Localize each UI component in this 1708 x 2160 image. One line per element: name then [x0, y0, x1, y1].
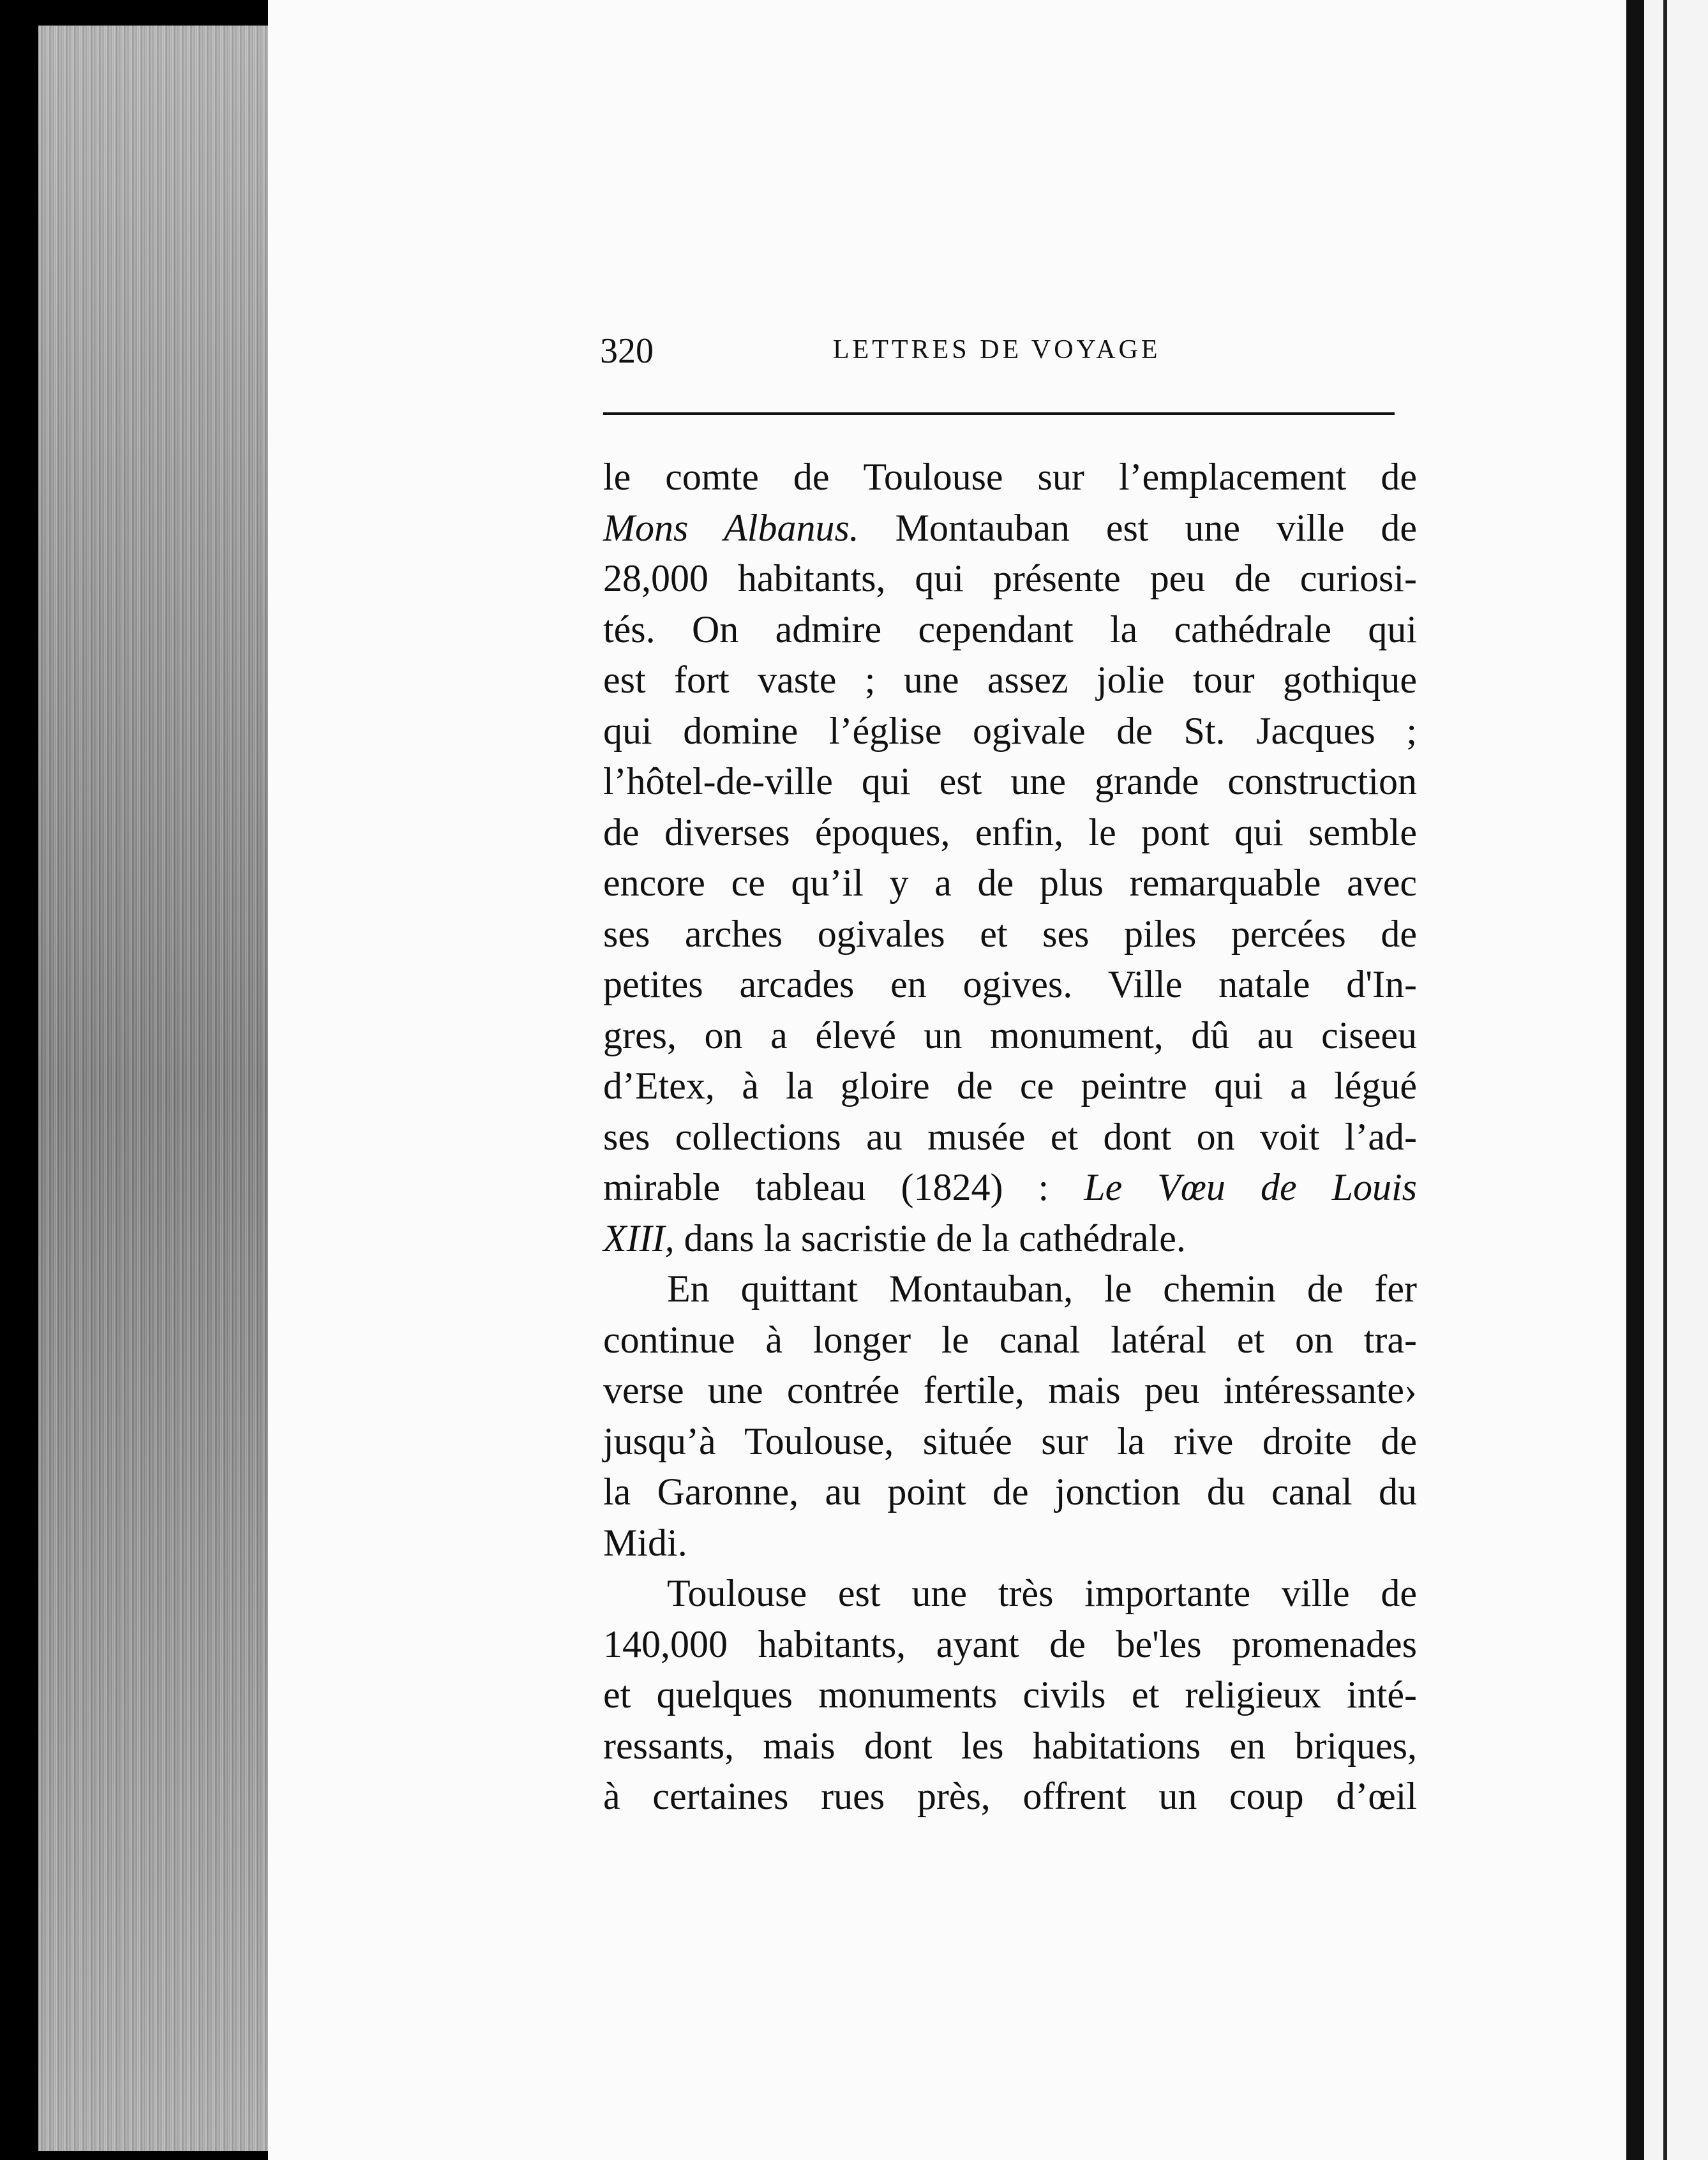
text-line	[603, 1365, 1417, 1416]
text-line	[603, 807, 1417, 859]
text-line	[603, 909, 1417, 960]
facing-page-edge	[1644, 0, 1708, 2160]
text-segment: qui domine l’église ogivale de St. Jacques ;	[603, 709, 1417, 752]
text-line	[603, 1619, 1417, 1670]
text-line	[603, 756, 1417, 807]
text-line	[603, 1416, 1417, 1467]
text-segment: ses collections au musée et dont on voit l’ad-	[603, 1115, 1417, 1158]
text-segment: 28,000 habitants, qui présente peu de curiosi-	[603, 557, 1417, 599]
text-segment: la Garonne, au point de jonction du canal du	[603, 1471, 1417, 1513]
text-segment: l’hôtel-de-ville qui est une grande construction	[603, 760, 1417, 802]
body-text	[603, 452, 1417, 1822]
text-line	[603, 1670, 1417, 1721]
text-segment: de diverses époques, enfin, le pont qui semble	[603, 811, 1417, 853]
text-segment: encore ce qu’il y a de plus remarquable avec	[603, 862, 1417, 904]
text-segment: Toulouse est une très importante ville de	[667, 1572, 1417, 1614]
text-line	[603, 1162, 1417, 1213]
text-line	[603, 1315, 1417, 1366]
text-line	[603, 553, 1417, 604]
text-segment: d’Etex, à la gloire de ce peintre qui a légué	[603, 1065, 1417, 1107]
italic-text: Mons Albanus.	[603, 506, 859, 549]
text-line	[603, 655, 1417, 706]
text-segment: verse une contrée fertile, mais peu intéressante›	[603, 1369, 1417, 1411]
text-line	[603, 452, 1417, 503]
text-segment: mirable tableau (1824) :	[603, 1166, 1084, 1208]
text-line	[603, 1467, 1417, 1518]
text-line	[603, 1264, 1417, 1315]
text-segment: ressants, mais dont les habitations en briques,	[603, 1724, 1417, 1767]
text-line	[603, 1518, 1417, 1569]
text-line	[603, 1061, 1417, 1112]
text-line	[603, 1568, 1417, 1619]
binding-edge	[1626, 0, 1644, 2160]
text-segment: continue à longer le canal latéral et on tra-	[603, 1318, 1417, 1361]
text-segment: Montauban est une ville de	[858, 506, 1417, 549]
italic-text: Le Vœu de Louis	[1084, 1166, 1417, 1208]
text-segment: 140,000 habitants, ayant de be'les promenades	[603, 1623, 1417, 1665]
text-segment: petites arcades en ogives. Ville natale d'In-	[603, 963, 1417, 1005]
text-line	[603, 1010, 1417, 1061]
text-segment: le comte de Toulouse sur l’emplacement de	[603, 456, 1417, 498]
italic-text: XIII,	[603, 1217, 675, 1259]
text-line	[603, 706, 1417, 757]
text-line	[603, 503, 1417, 554]
text-segment: et quelques monuments civils et religieux inté-	[603, 1674, 1417, 1716]
text-line	[603, 1771, 1417, 1822]
text-segment: à certaines rues près, offrent un coup d’œil	[603, 1775, 1417, 1817]
text-line	[603, 959, 1417, 1010]
text-line	[603, 1213, 1417, 1264]
text-line	[603, 604, 1417, 656]
running-head	[600, 331, 1391, 382]
text-segment: gres, on a élevé un monument, dû au ciseeu	[603, 1014, 1417, 1056]
text-segment: tés. On admire cependant la cathédrale qui	[603, 608, 1417, 650]
header-rule	[603, 412, 1395, 415]
page-number: 320	[600, 331, 654, 371]
text-segment: dans la sacristie de la cathédrale.	[674, 1217, 1186, 1259]
running-title: LETTRES DE VOYAGE	[833, 335, 1161, 364]
text-line	[603, 858, 1417, 909]
text-segment: Midi.	[603, 1521, 687, 1564]
text-segment: En quittant Montauban, le chemin de fer	[667, 1268, 1417, 1310]
text-segment: est fort vaste ; une assez jolie tour gothique	[603, 659, 1417, 701]
text-segment: jusqu’à Toulouse, située sur la rive droite de	[603, 1420, 1417, 1462]
text-segment: ses arches ogivales et ses piles percées de	[603, 912, 1417, 955]
text-line	[603, 1112, 1417, 1163]
text-line	[603, 1721, 1417, 1772]
